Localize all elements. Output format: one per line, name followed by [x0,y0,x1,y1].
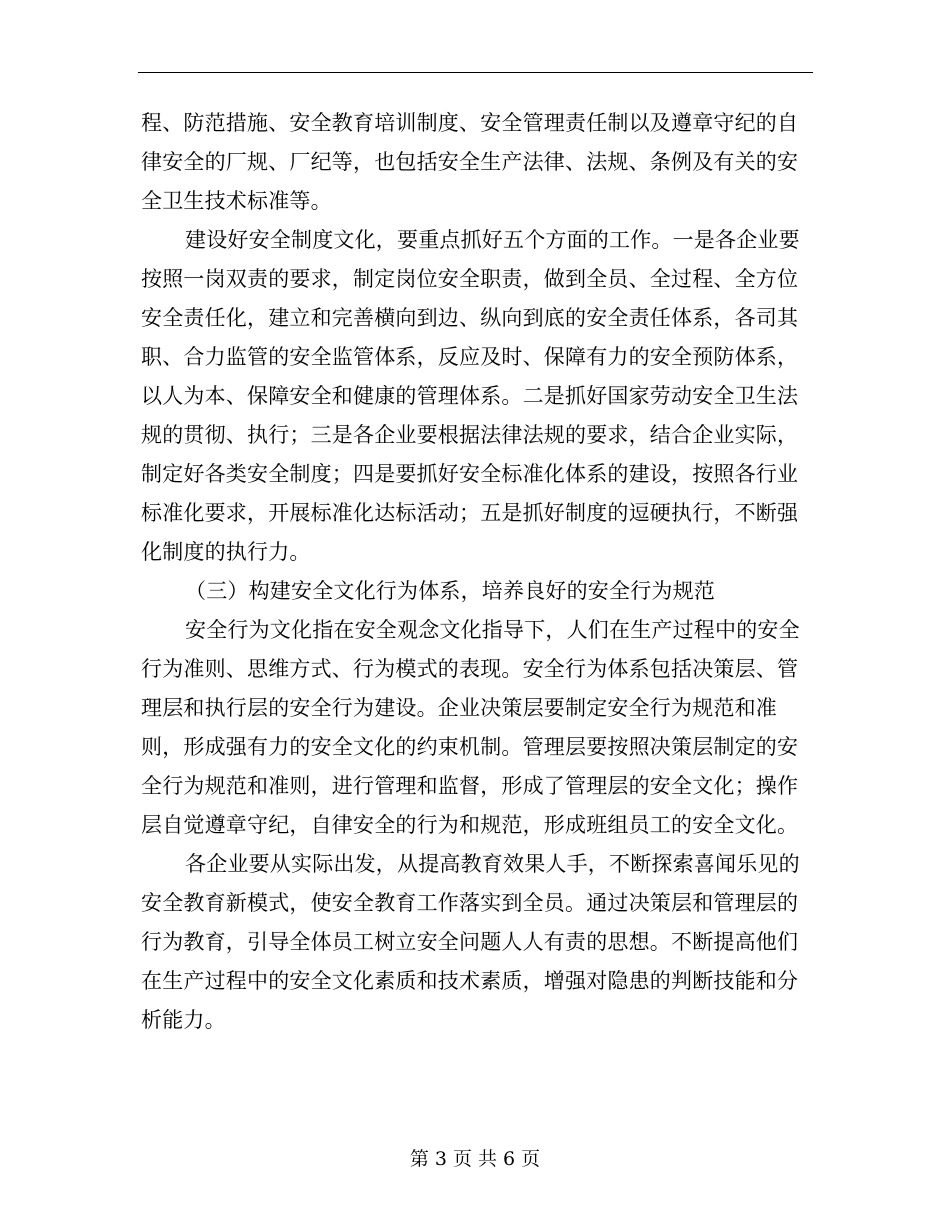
text-line: 全卫生技术标准等。 [141,189,332,213]
section-heading: （三）构建安全文化行为体系，培养良好的安全行为规范 [185,579,715,603]
text-line: 理层和执行层的安全行为建设。企业决策层要制定安全行为规范和准 [141,696,777,720]
text-line: 化制度的执行力。 [141,540,311,564]
text-line: 律安全的厂规、厂纪等，也包括安全生产法律、法规、条例及有关的安 [141,150,799,174]
page-number: 第 3 页 共 6 页 [409,1148,541,1170]
paragraph-first-line: 各企业要从实际出发，从提高教育效果人手，不断探索喜闻乐见的 [185,852,800,876]
text-line: 安全责任化，建立和完善横向到边、纵向到底的安全责任体系，各司其 [141,306,799,330]
text-line: 行为准则、思维方式、行为模式的表现。安全行为体系包括决策层、管 [141,657,799,681]
text-line: 行为教育，引导全体员工树立安全问题人人有责的思想。不断提高他们 [141,930,799,954]
paragraph-first-line: 建设好安全制度文化，要重点抓好五个方面的工作。一是各企业要 [185,228,800,252]
text-line: 在生产过程中的安全文化素质和技术素质，增强对隐患的判断技能和分 [141,969,799,993]
text-line: 则，形成强有力的安全文化的约束机制。管理层要按照决策层制定的安 [141,735,799,759]
text-line: 按照一岗双责的要求，制定岗位安全职责，做到全员、全过程、全方位 [141,267,799,291]
text-line: 层自觉遵章守纪，自律安全的行为和规范，形成班组员工的安全文化。 [141,813,799,837]
paragraph-first-line: 安全行为文化指在安全观念文化指导下，人们在生产过程中的安全 [185,618,800,642]
text-line: 全行为规范和准则，进行管理和监督，形成了管理层的安全文化；操作 [141,774,799,798]
text-line: 程、防范措施、安全教育培训制度、安全管理责任制以及遵章守纪的自 [141,111,799,135]
text-line: 标准化要求，开展标准化达标活动；五是抓好制度的逗硬执行，不断强 [141,501,799,525]
document-body [141,104,813,1040]
text-line: 析能力。 [141,1008,226,1032]
text-line: 制定好各类安全制度；四是要抓好安全标准化体系的建设，按照各行业 [141,462,799,486]
text-line: 安全教育新模式，使安全教育工作落实到全员。通过决策层和管理层的 [141,891,799,915]
header-rule [138,72,813,73]
text-line: 规的贯彻、执行；三是各企业要根据法律法规的要求，结合企业实际， [141,423,799,447]
text-line: 职、合力监管的安全监管体系，反应及时、保障有力的安全预防体系， [141,345,799,369]
text-line: 以人为本、保障安全和健康的管理体系。二是抓好国家劳动安全卫生法 [141,384,799,408]
